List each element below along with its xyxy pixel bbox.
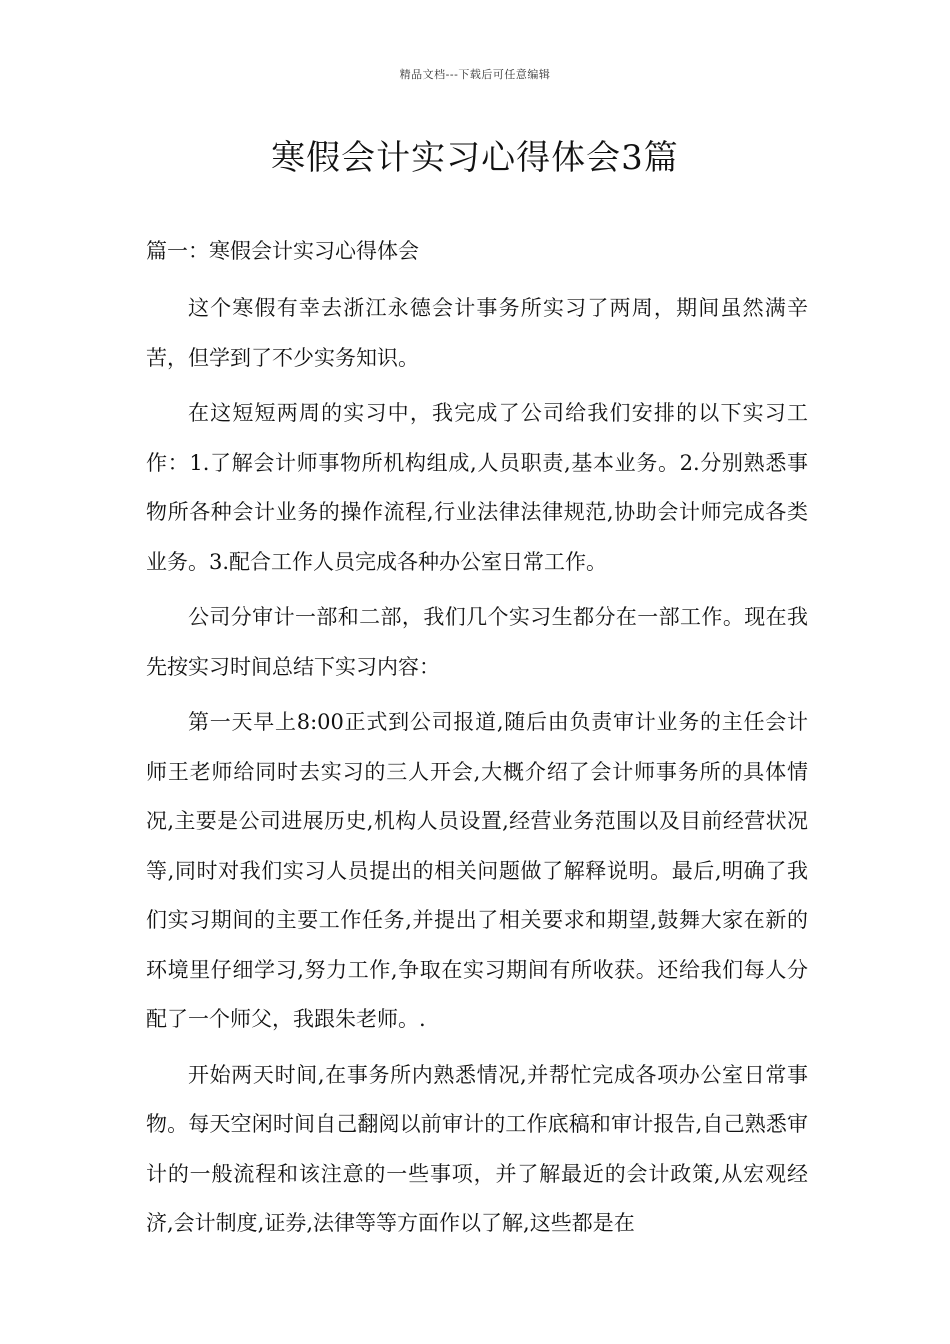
section-heading: 篇一：寒假会计实习心得体会 <box>146 239 419 263</box>
paragraph: 这个寒假有幸去浙江永德会计事务所实习了两周，期间虽然满辛苦，但学到了不少实务知识。 <box>146 296 808 370</box>
paragraph: 在这短短两周的实习中，我完成了公司给我们安排的以下实习工作：1.了解会计师事物所机构组成,人员职责,基本业务。2.分别熟悉事物所各种会计业务的操作流程,行业法律法律规范,协助会计师完成各类业务。3.配合工作人员完成各种办公室日常工作。 <box>146 401 808 574</box>
paragraph: 公司分审计一部和二部，我们几个实习生都分在一部工作。现在我先按实习时间总结下实习内容： <box>146 605 808 679</box>
paragraph: 第一天早上8:00正式到公司报道,随后由负责审计业务的主任会计师王老师给同时去实习的三人开会,大概介绍了会计师事务所的具体情况,主要是公司进展历史,机构人员设置,经营业务范围以及目前经营状况等,同时对我们实习人员提出的相关问题做了解释说明。最后,明确了我们实习期间的主要工作任务,并提出了相关要求和期望,鼓舞大家在新的环境里仔细学习,努力工作,争取在实习期间有所收获。还给我们每人分配了一个师父，我跟朱老师。. <box>146 710 808 1031</box>
header-note: 精品文档---下载后可任意编辑 <box>399 68 551 81</box>
document-title: 寒假会计实习心得体会3篇 <box>271 138 679 178</box>
document-body <box>146 284 808 1255</box>
paragraph: 开始两天时间,在事务所内熟悉情况,并帮忙完成各项办公室日常事物。每天空闲时间自己翻阅以前审计的工作底稿和审计报告,自己熟悉审计的一般流程和该注意的一些事项，并了解最近的会计政策,从宏观经济,会计制度,证券,法律等等方面作以了解,这些都是在 <box>146 1062 808 1235</box>
